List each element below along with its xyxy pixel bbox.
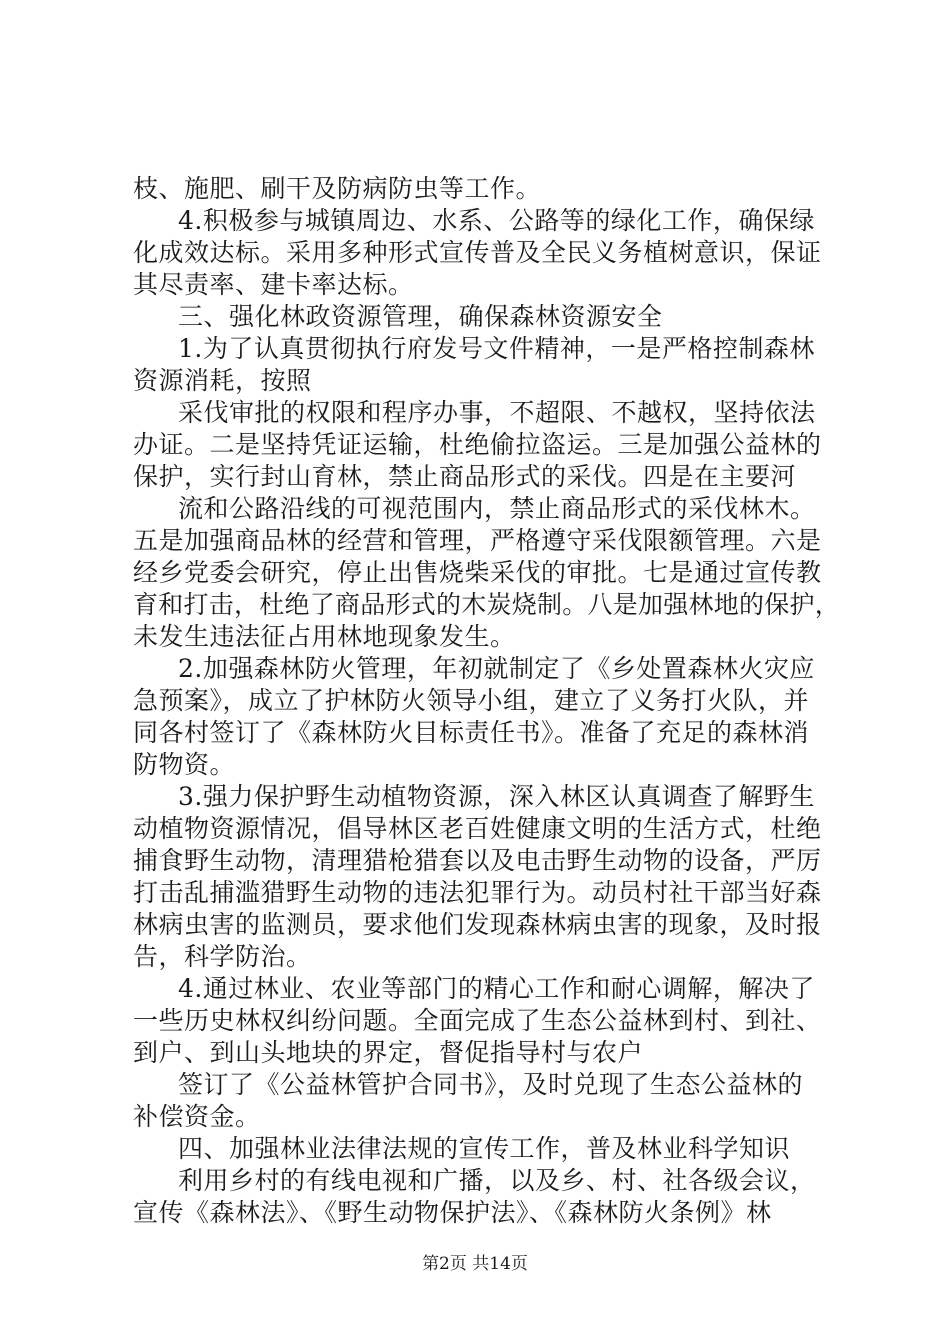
text-line: 采伐审批的权限和程序办事，不超限、不越权，坚持依法 (178, 398, 816, 427)
text-line: 捕食野生动物，清理猎枪猎套以及电击野生动物的设备，严厉 (133, 846, 822, 875)
text-line: 打击乱捕滥猎野生动物的违法犯罪行为。动员村社干部当好森 (133, 878, 822, 907)
text-line: 4.积极参与城镇周边、水系、公路等的绿化工作，确保绿 (178, 206, 815, 235)
text-line: 枝、施肥、刷干及防病防虫等工作。 (133, 174, 542, 203)
text-line: 林病虫害的监测员，要求他们发现森林病虫害的现象，及时报 (133, 910, 822, 939)
text-line: 流和公路沿线的可视范围内，禁止商品形式的采伐林木。 (178, 494, 816, 523)
text-line: 资源消耗，按照 (133, 366, 312, 395)
text-line: 签订了《公益林管护合同书》，及时兑现了生态公益林的 (178, 1070, 804, 1099)
text-line: 防物资。 (133, 750, 236, 779)
text-line: 未发生违法征占用林地现象发生。 (133, 622, 516, 651)
text-line: 动植物资源情况，倡导林区老百姓健康文明的生活方式，杜绝 (133, 814, 822, 843)
text-line: 同各村签订了《森林防火目标责任书》。准备了充足的森林消 (133, 718, 810, 747)
text-line: 告，科学防治。 (133, 942, 312, 971)
page-footer: 第2页 共14页 (422, 1254, 528, 1274)
text-line: 化成效达标。采用多种形式宣传普及全民义务植树意识，保证 (133, 238, 822, 267)
text-line: 3.强力保护野生动植物资源，深入林区认真调查了解野生 (178, 782, 815, 811)
text-line: 其尽责率、建卡率达标。 (133, 270, 414, 299)
text-line: 4.通过林业、农业等部门的精心工作和耐心调解，解决了 (178, 974, 815, 1003)
section-heading: 三、强化林政资源管理，确保森林资源安全 (178, 302, 663, 331)
text-line: 办证。二是坚持凭证运输，杜绝偷拉盗运。三是加强公益林的 (133, 430, 822, 459)
text-line: 急预案》，成立了护林防火领导小组，建立了义务打火队，并 (133, 686, 810, 715)
text-line: 宣传《森林法》、《野生动物保护法》、《森林防火条例》林 (133, 1198, 772, 1227)
text-line: 育和打击，杜绝了商品形式的木炭烧制。八是加强林地的保护， (133, 590, 841, 619)
text-line: 利用乡村的有线电视和广播，以及乡、村、社各级会议， (178, 1166, 816, 1195)
text-line: 一些历史林权纠纷问题。全面完成了生态公益林到村、到社、 (133, 1006, 822, 1035)
text-line: 保护，实行封山育林，禁止商品形式的采伐。四是在主要河 (133, 462, 797, 491)
text-line: 2.加强森林防火管理，年初就制定了《乡处置森林火灾应 (178, 654, 815, 683)
text-line: 补偿资金。 (133, 1102, 261, 1131)
text-line: 五是加强商品林的经营和管理，严格遵守采伐限额管理。六是 (133, 526, 822, 555)
text-line: 到户、到山头地块的界定，督促指导村与农户 (133, 1038, 644, 1067)
text-line: 1.为了认真贯彻执行府发号文件精神，一是严格控制森林 (178, 334, 815, 363)
section-heading: 四、加强林业法律法规的宣传工作，普及林业科学知识 (178, 1134, 791, 1163)
text-line: 经乡党委会研究，停止出售烧柴采伐的审批。七是通过宣传教 (133, 558, 822, 587)
